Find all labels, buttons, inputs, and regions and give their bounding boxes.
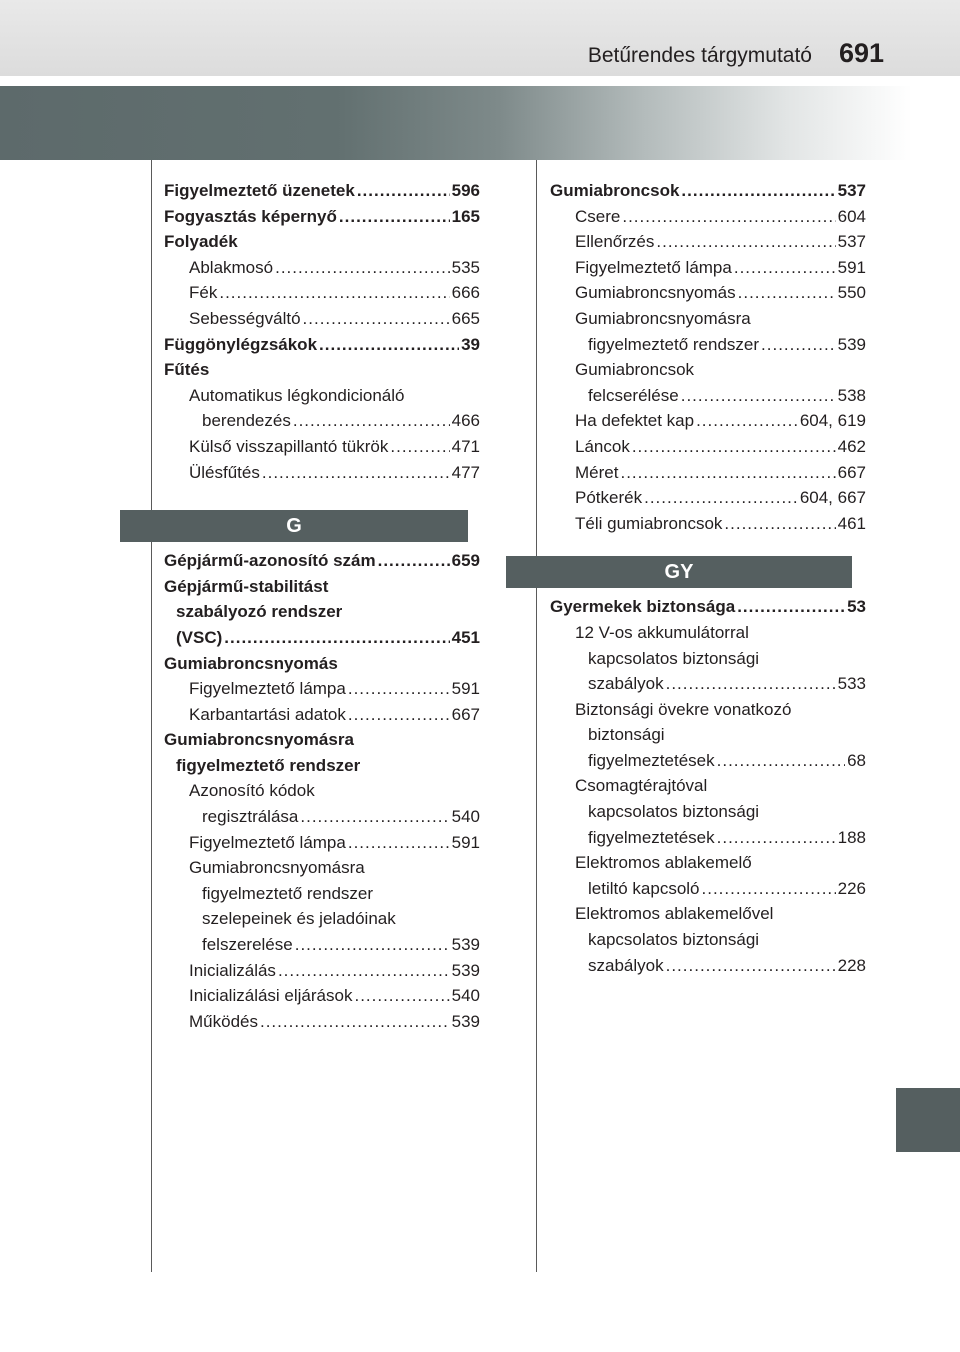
index-entry-page: 596: [451, 181, 480, 200]
dot-leader: [278, 958, 450, 984]
dot-leader: [632, 434, 836, 460]
index-entry: [164, 332, 480, 358]
index-entry: [164, 625, 480, 651]
index-entry-page: 604: [837, 206, 866, 226]
index-entry: [164, 229, 480, 255]
index-entry-page: 539: [451, 1011, 480, 1031]
index-entry: [550, 460, 866, 486]
index-entry-page: 466: [451, 411, 480, 431]
index-entry-page: 538: [837, 385, 866, 405]
index-entry-page: 540: [451, 986, 480, 1006]
index-entry-text: Fűtés: [164, 360, 210, 380]
index-entry-text: szabályok: [588, 955, 664, 975]
index-entry: [164, 855, 480, 881]
dot-leader: [666, 953, 836, 979]
index-entry-text: Gumiabroncsnyomásra: [164, 730, 354, 750]
index-entry-text: Gépjármű-stabilitást: [164, 576, 329, 596]
dot-leader: [666, 671, 836, 697]
index-entry: [550, 799, 866, 825]
dot-leader: [620, 460, 835, 486]
running-title: Betűrendes tárgymutató: [587, 44, 812, 67]
index-group-f: [164, 178, 480, 485]
index-entry-page: 226: [837, 878, 866, 898]
index-entry-text: figyelmeztető rendszer: [176, 755, 361, 775]
index-entry-page: 591: [451, 679, 480, 699]
index-group-gumi: [550, 178, 866, 536]
index-entry: [164, 434, 480, 460]
dot-leader: [262, 460, 450, 486]
index-entry: [164, 651, 480, 677]
index-entry: [550, 825, 866, 851]
index-entry-page: 471: [451, 436, 480, 456]
index-entry-page: 533: [837, 674, 866, 694]
index-entry-text: szelepeinek és jeladóinak: [202, 909, 396, 929]
index-entry-page: 188: [837, 827, 866, 847]
index-entry-text: Gumiabroncsnyomás: [164, 653, 338, 673]
index-entry: [550, 620, 866, 646]
index-entry: [164, 932, 480, 958]
index-entry-text: Ablakmosó: [189, 257, 274, 277]
index-entry-page: 477: [451, 462, 480, 482]
index-entry: [164, 1009, 480, 1035]
index-entry-text: Méret: [575, 462, 619, 482]
index-entry-text: berendezés: [202, 411, 291, 431]
index-entry-text: (VSC): [176, 627, 223, 647]
index-entry-text: Figyelmeztető lámpa: [575, 257, 732, 277]
index-entry-text: kapcsolatos biztonsági: [588, 648, 760, 668]
index-entry: [550, 671, 866, 697]
dot-leader: [348, 702, 450, 728]
index-group-gy: [550, 594, 866, 978]
index-entry: [164, 255, 480, 281]
index-entry-page: 667: [837, 462, 866, 482]
index-entry-page: 228: [837, 955, 866, 975]
index-entry: [164, 676, 480, 702]
dot-leader: [378, 548, 450, 574]
index-entry-text: Automatikus légkondicionáló: [189, 385, 405, 405]
dot-leader: [681, 178, 835, 204]
index-entry: [550, 332, 866, 358]
index-entry: [550, 229, 866, 255]
index-entry-text: Ellenőrzés: [575, 232, 655, 252]
index-entry: [164, 178, 480, 204]
index-entry-page: 461: [837, 513, 866, 533]
index-entry-text: Gépjármű-azonosító szám: [164, 551, 376, 571]
index-entry: [550, 722, 866, 748]
index-entry-page: 53: [847, 597, 866, 617]
right-index-column: [550, 178, 866, 978]
dot-leader: [319, 332, 459, 358]
index-entry-text: Inicializálási eljárások: [189, 986, 353, 1006]
dot-leader: [348, 676, 450, 702]
index-entry: [164, 906, 480, 932]
dot-leader: [681, 383, 836, 409]
index-entry: [164, 408, 480, 434]
index-entry: [550, 697, 866, 723]
index-entry: [550, 204, 866, 230]
index-entry-text: Pótkerék: [575, 488, 643, 508]
index-entry-page: 537: [837, 181, 866, 200]
index-entry-page: 550: [837, 283, 866, 303]
index-entry-text: Csere: [575, 206, 621, 226]
index-entry-page: 604, 667: [799, 488, 866, 508]
index-entry-text: Láncok: [575, 436, 630, 456]
index-entry: [550, 434, 866, 460]
index-entry-text: letiltó kapcsoló: [588, 878, 700, 898]
index-entry-text: Gumiabroncsnyomásra: [575, 308, 751, 328]
dot-leader: [717, 825, 836, 851]
index-entry: [164, 548, 480, 574]
index-entry-text: figyelmeztetések: [588, 827, 715, 847]
index-entry-page: 667: [451, 704, 480, 724]
index-entry-page: 39: [461, 334, 480, 354]
index-entry: [550, 953, 866, 979]
left-index-column: [164, 178, 480, 1034]
index-entry-text: szabályozó rendszer: [176, 602, 343, 622]
section-header-g: G: [120, 510, 468, 542]
right-column-rule: [536, 160, 537, 1272]
index-entry: [164, 830, 480, 856]
spacer: [550, 536, 866, 556]
dot-leader: [644, 485, 798, 511]
index-entry: [550, 748, 866, 774]
index-entry-text: felcserélése: [588, 385, 679, 405]
index-entry: [550, 255, 866, 281]
index-entry: [550, 280, 866, 306]
dot-leader: [300, 804, 449, 830]
header-banner: [0, 86, 960, 160]
spacer: [164, 485, 480, 510]
dot-leader: [224, 625, 449, 651]
index-entry-text: Biztonsági övekre vonatkozó: [575, 699, 792, 719]
index-entry-text: Gumiabroncsnyomásra: [189, 858, 365, 878]
index-entry: [164, 460, 480, 486]
index-entry: [164, 357, 480, 383]
index-entry-text: figyelmeztető rendszer: [588, 334, 760, 354]
index-entry-text: szabályok: [588, 674, 664, 694]
index-entry-page: 462: [837, 436, 866, 456]
index-entry-page: 165: [451, 206, 480, 226]
index-entry-page: 539: [451, 935, 480, 955]
index-entry: [550, 850, 866, 876]
index-entry: [164, 383, 480, 409]
index-entry: [550, 773, 866, 799]
index-entry: [550, 927, 866, 953]
index-entry-text: Figyelmeztető lámpa: [189, 832, 346, 852]
index-entry-text: Folyadék: [164, 232, 238, 252]
dot-leader: [761, 332, 836, 358]
index-entry: [164, 804, 480, 830]
index-entry: [164, 574, 480, 600]
dot-leader: [734, 255, 836, 281]
index-entry: [164, 702, 480, 728]
index-entry-text: Gumiabroncsok: [575, 360, 695, 380]
index-entry-text: felszerelése: [202, 935, 293, 955]
dot-leader: [737, 594, 845, 620]
dot-leader: [622, 204, 835, 230]
index-entry-page: 666: [451, 283, 480, 303]
dot-leader: [656, 229, 835, 255]
index-entry: [550, 485, 866, 511]
dot-leader: [260, 1009, 450, 1035]
index-entry: [164, 983, 480, 1009]
index-entry-page: 659: [451, 551, 480, 571]
index-entry: [550, 901, 866, 927]
index-entry: [164, 204, 480, 230]
index-entry: [550, 594, 866, 620]
index-entry-text: Fogyasztás képernyő: [164, 206, 337, 226]
page-number: 691: [838, 38, 884, 68]
dot-leader: [354, 983, 449, 1009]
index-entry-text: Téli gumiabroncsok: [575, 513, 723, 533]
index-entry-text: Gumiabroncsok: [550, 181, 680, 200]
index-entry-text: Figyelmeztető üzenetek: [164, 181, 355, 200]
index-entry-text: Sebességváltó: [189, 308, 301, 328]
index-entry-text: kapcsolatos biztonsági: [588, 930, 760, 950]
dot-leader: [339, 204, 450, 230]
index-entry-page: 665: [451, 308, 480, 328]
index-entry-text: biztonsági: [588, 725, 665, 745]
index-entry-text: Elektromos ablakemelővel: [575, 904, 774, 924]
index-entry: [164, 727, 480, 753]
index-entry: [550, 306, 866, 332]
index-entry: [550, 357, 866, 383]
index-entry-text: Működés: [189, 1011, 258, 1031]
index-entry-text: Fék: [189, 283, 218, 303]
dot-leader: [293, 408, 450, 434]
index-entry-page: 539: [451, 960, 480, 980]
index-entry-text: figyelmeztető rendszer: [202, 883, 374, 903]
index-entry-text: regisztrálása: [202, 807, 299, 827]
dot-leader: [357, 178, 450, 204]
section-header-gy: GY: [506, 556, 852, 588]
dot-leader: [724, 511, 835, 537]
index-entry: [550, 876, 866, 902]
dot-leader: [702, 876, 836, 902]
index-entry-page: 535: [451, 257, 480, 277]
index-entry-text: Figyelmeztető lámpa: [189, 679, 346, 699]
index-entry-text: 12 V-os akkumulátorral: [575, 622, 749, 642]
index-entry: [164, 280, 480, 306]
dot-leader: [275, 255, 450, 281]
index-entry: [164, 958, 480, 984]
index-entry-text: Csomagtérajtóval: [575, 776, 708, 796]
index-entry: [550, 511, 866, 537]
dot-leader: [696, 408, 798, 434]
index-entry-text: Azonosító kódok: [189, 781, 315, 801]
index-entry: [164, 306, 480, 332]
index-entry-text: Külső visszapillantó tükrök: [189, 436, 389, 456]
dot-leader: [738, 280, 836, 306]
index-entry-page: 540: [451, 807, 480, 827]
index-entry: [550, 178, 866, 204]
index-entry-text: Ha defektet kap: [575, 411, 695, 431]
index-entry: [164, 881, 480, 907]
index-entry-page: 537: [837, 232, 866, 252]
index-entry-text: Karbantartási adatok: [189, 704, 346, 724]
index-entry-page: 604, 619: [799, 411, 866, 431]
index-entry: [164, 599, 480, 625]
index-entry-text: figyelmeztetések: [588, 750, 715, 770]
index-entry-page: 591: [451, 832, 480, 852]
index-entry-page: 539: [837, 334, 866, 354]
left-column-rule: [151, 160, 152, 1272]
index-entry-text: Függönylégzsákok: [164, 334, 318, 354]
index-entry-page: 68: [847, 750, 866, 770]
dot-leader: [219, 280, 449, 306]
index-entry: [164, 778, 480, 804]
index-entry-text: Ülésfűtés: [189, 462, 260, 482]
chapter-thumb-tab: [896, 1088, 960, 1152]
dot-leader: [717, 748, 845, 774]
dot-leader: [295, 932, 450, 958]
index-entry-text: Inicializálás: [189, 960, 276, 980]
index-entry: [164, 753, 480, 779]
index-entry: [550, 408, 866, 434]
index-entry: [550, 646, 866, 672]
index-entry-page: 451: [451, 627, 480, 647]
dot-leader: [348, 830, 450, 856]
index-entry-text: kapcsolatos biztonsági: [588, 802, 760, 822]
dot-leader: [303, 306, 450, 332]
index-entry: [550, 383, 866, 409]
dot-leader: [390, 434, 449, 460]
index-entry-text: Gyermekek biztonsága: [550, 597, 736, 617]
index-entry-text: Elektromos ablakemelő: [575, 853, 752, 873]
index-entry-text: Gumiabroncsnyomás: [575, 283, 736, 303]
index-group-g: [164, 548, 480, 1034]
index-entry-page: 591: [837, 257, 866, 277]
page-header-bar: [0, 0, 960, 76]
